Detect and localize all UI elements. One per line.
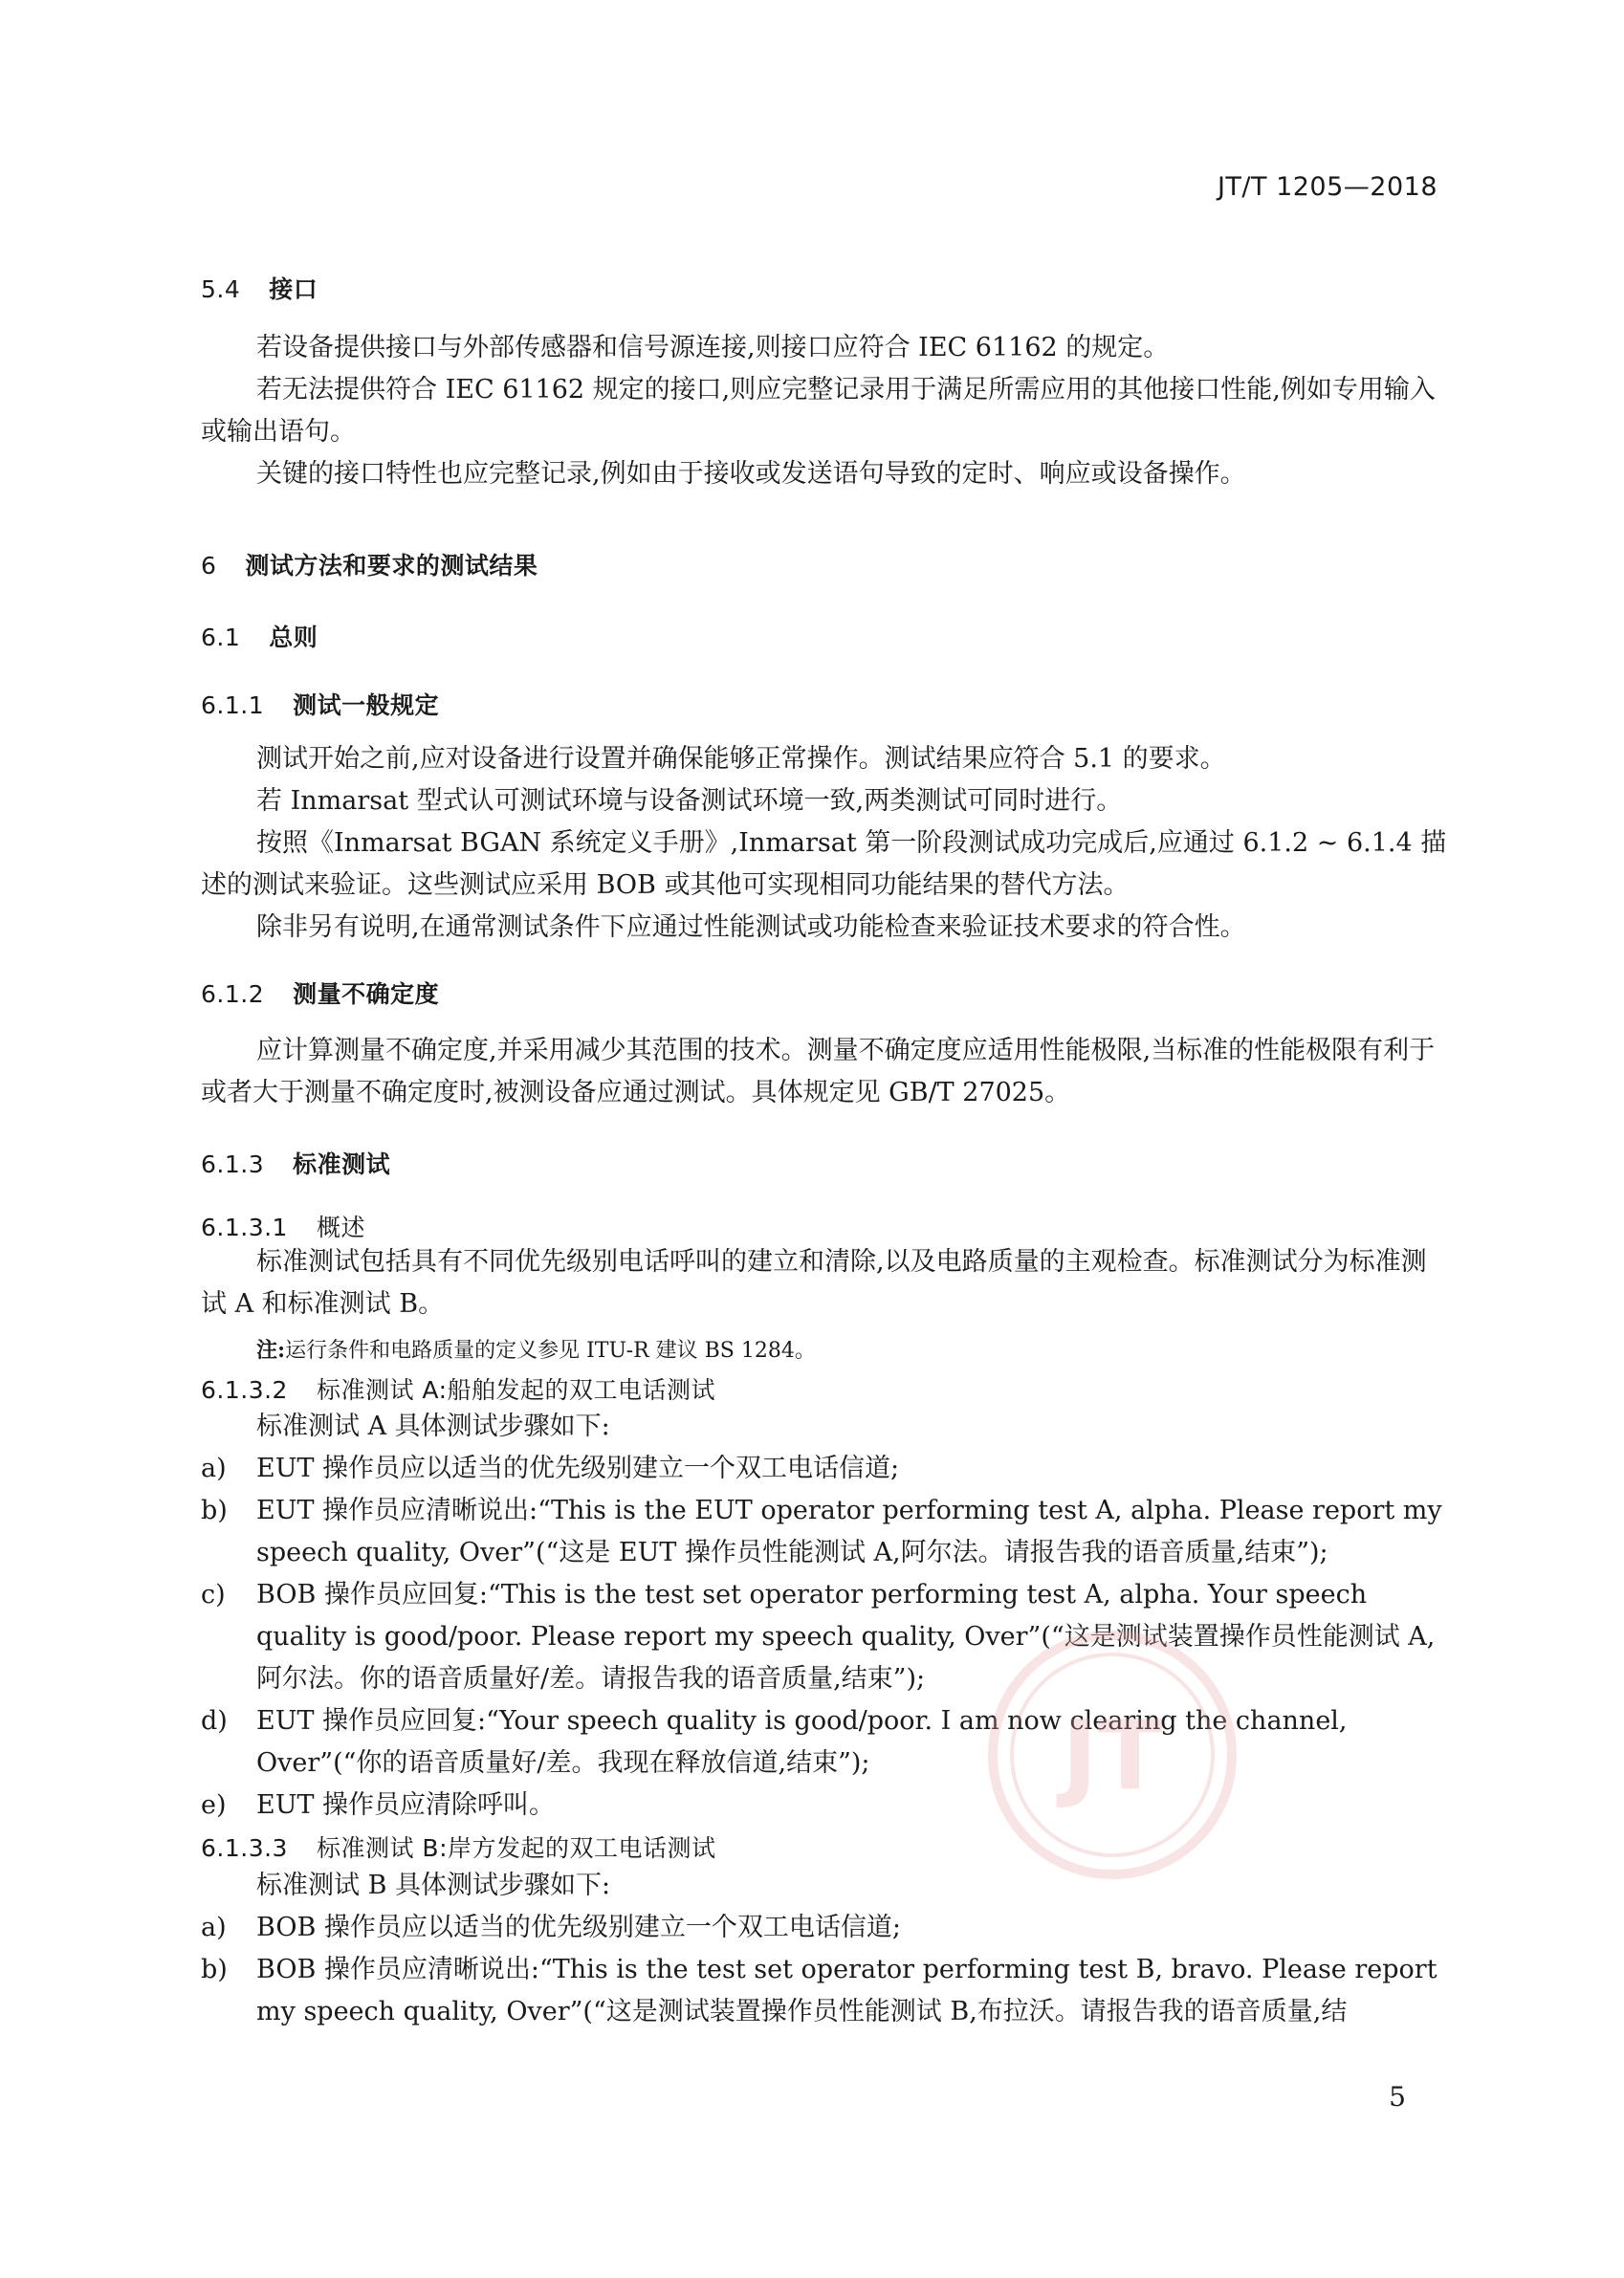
section-number: 6.1.3.1 — [201, 1214, 288, 1241]
section-6-1-1-heading — [201, 687, 439, 721]
section-title: 概述 — [316, 1214, 365, 1241]
list-text: EUT 操作员应清晰说出:“This is the EUT operator performing test A, alpha. Please report my speech quality, Over”(“这是 EUT 操作员性能测试 A,阿尔法。请报告我的语音质量,结束”); — [256, 1496, 1442, 1567]
list-item — [201, 1490, 1447, 1574]
paragraph: 除非另有说明,在通常测试条件下应通过性能测试或功能检查来验证技术要求的符合性。 — [256, 912, 1246, 942]
section-number: 6.1.3.2 — [201, 1376, 288, 1404]
list-item — [201, 1448, 1447, 1490]
list-label: d) — [201, 1706, 228, 1736]
list-item — [201, 1785, 1447, 1827]
section-number: 6.1.3.3 — [201, 1834, 288, 1862]
section-title: 测试方法和要求的测试结果 — [245, 552, 538, 580]
section-6-1-heading — [201, 619, 318, 653]
section-title: 标准测试 B:岸方发起的双工电话测试 — [316, 1834, 716, 1862]
jt-watermark-logo — [983, 1626, 1241, 1884]
paragraph: 测试开始之前,应对设备进行设置并确保能够正常操作。测试结果应符合 5.1 的要求。 — [256, 744, 1226, 774]
note-text: 运行条件和电路质量的定义参见 ITU-R 建议 BS 1284。 — [285, 1339, 816, 1363]
section-6-1-3-3-heading — [201, 1829, 716, 1864]
paragraph: 若 Inmarsat 型式认可测试环境与设备测试环境一致,两类测试可同时进行。 — [256, 786, 1123, 816]
section-title: 标准测试 — [293, 1150, 391, 1178]
section-number: 6.1.3 — [201, 1150, 265, 1178]
section-title: 测量不确定度 — [293, 980, 440, 1008]
list-label: a) — [201, 1913, 227, 1942]
list-label: c) — [201, 1580, 226, 1610]
paragraph: 若无法提供符合 IEC 61162 规定的接口,则应完整记录用于满足所需应用的其他接口性能,例如专用输入或输出语句。 — [201, 375, 1436, 447]
list-text: EUT 操作员应回复:“Your speech quality is good/poor. I am now clearing the channel, Over”(“你的语音质量好/差。我现在释放信道,结束”); — [256, 1706, 1348, 1778]
section-6-1-3-1-body — [201, 1241, 1447, 1325]
section-6-1-1-body — [201, 738, 1447, 949]
list-text: EUT 操作员应以适当的优先级别建立一个双工电话信道; — [256, 1454, 900, 1483]
section-6-1-3-2-heading — [201, 1371, 715, 1406]
list-label: e) — [201, 1790, 227, 1820]
note — [256, 1334, 816, 1364]
list-text: BOB 操作员应清晰说出:“This is the test set operator performing test B, bravo. Please report my speech quality, Over”(“这是测试装置操作员性能测试 B,布拉沃。请报告我的语音质量,结 — [256, 1955, 1437, 2026]
list-item — [201, 1907, 1447, 1949]
list-label: b) — [201, 1496, 228, 1525]
section-number: 6.1.2 — [201, 980, 265, 1008]
list-item — [201, 1949, 1447, 2033]
paragraph: 关键的接口特性也应完整记录,例如由于接收或发送语句导致的定时、响应或设备操作。 — [256, 459, 1246, 489]
watermark-text: JT — [1062, 1699, 1163, 1811]
section-5-4-heading — [201, 271, 318, 305]
note-label: 注: — [256, 1338, 286, 1363]
list-text: BOB 操作员应回复:“This is the test set operator performing test A, alpha. Your speech quality is good/poor. Please report my speech quality, Over”(“这是测试装置操作员性能测试 A,阿尔法。你的语音质量好/差。请报告我的语音质量,结束”); — [256, 1580, 1436, 1694]
section-6-1-2-heading — [201, 975, 439, 1010]
list-label: a) — [201, 1454, 227, 1483]
list-text: BOB 操作员应以适当的优先级别建立一个双工电话信道; — [256, 1913, 901, 1942]
section-5-4-body — [201, 327, 1447, 495]
paragraph: 标准测试包括具有不同优先级别电话呼叫的建立和清除,以及电路质量的主观检查。标准测试分为标准测试 A 和标准测试 B。 — [201, 1247, 1427, 1319]
section-number: 5.4 — [201, 275, 241, 303]
procedure-intro: 标准测试 B 具体测试步骤如下: — [256, 1871, 611, 1900]
list-text: EUT 操作员应清除呼叫。 — [256, 1790, 556, 1820]
standard-code: JT/T 1205—2018 — [1217, 172, 1437, 202]
section-6-1-3-1-heading — [201, 1209, 365, 1243]
section-number: 6.1.1 — [201, 691, 265, 719]
section-6-1-3-heading — [201, 1146, 390, 1180]
section-number: 6 — [201, 552, 217, 580]
list-item — [201, 1700, 1447, 1785]
section-6-heading — [201, 547, 538, 581]
paragraph: 应计算测量不确定度,并采用减少其范围的技术。测量不确定度应适用性能极限,当标准的性能极限有利于或者大于测量不确定度时,被测设备应通过测试。具体规定见 GB/T 27025。 — [201, 1036, 1436, 1107]
list-item — [201, 1574, 1447, 1700]
list-label: b) — [201, 1955, 228, 1984]
paragraph: 若设备提供接口与外部传感器和信号源连接,则接口应符合 IEC 61162 的规定。 — [256, 333, 1170, 362]
section-number: 6.1 — [201, 624, 241, 651]
section-title: 接口 — [269, 275, 318, 303]
procedure-intro: 标准测试 A 具体测试步骤如下: — [256, 1412, 610, 1441]
paragraph: 按照《Inmarsat BGAN 系统定义手册》,Inmarsat 第一阶段测试成功完成后,应通过 6.1.2 ~ 6.1.4 描述的测试来验证。这些测试应采用 BOB 或其他可实现相同功能结果的替代方法。 — [201, 828, 1447, 900]
section-title: 测试一般规定 — [293, 691, 440, 719]
section-title: 标准测试 A:船舶发起的双工电话测试 — [316, 1376, 716, 1404]
section-title: 总则 — [269, 624, 318, 651]
page-number: 5 — [1389, 2081, 1406, 2113]
section-6-1-2-body — [201, 1030, 1447, 1114]
